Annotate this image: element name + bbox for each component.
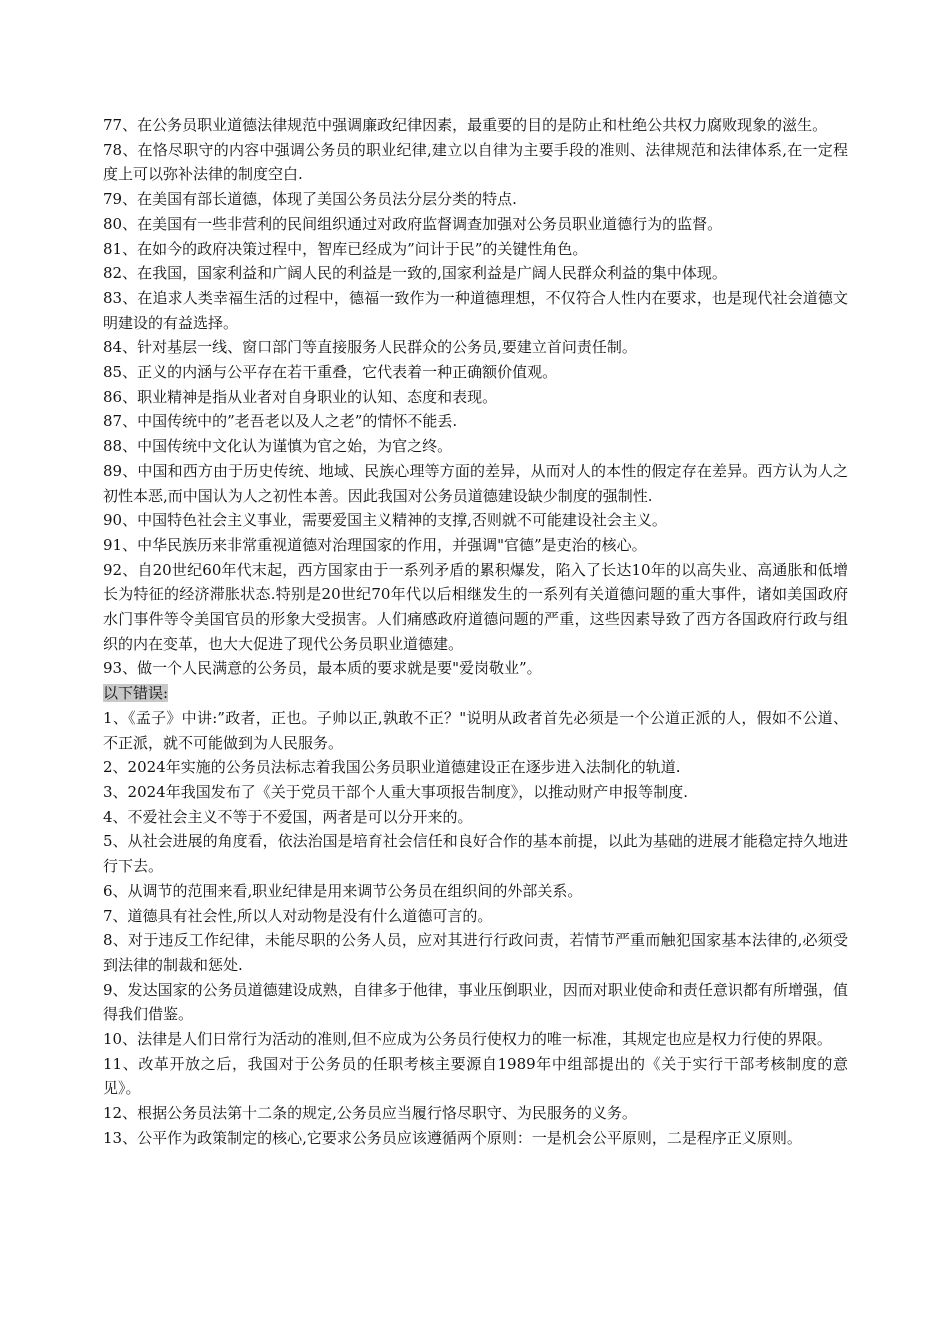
item-85: 85、正义的内涵与公平存在若干重叠，它代表着一种正确额价值观。 — [103, 363, 558, 382]
wrong-item-13: 13、公平作为政策制定的核心,它要求公务员应该遵循两个原则：一是机会公平原则，二是程序正义原则。 — [103, 1128, 802, 1147]
item-80: 80、在美国有一些非营利的民间组织通过对政府监督调查加强对公务员职业道德行为的监督。 — [103, 214, 723, 233]
item-91: 91、中华民族历来非常重视道德对治理国家的作用，并强调"官德”是吏治的核心。 — [103, 535, 647, 554]
item-78: 78、在恪尽职守的内容中强调公务员的职业纪律,建立以自律为主要手段的准则、法律规范和法律体系,在一定程度上可以弥补法律的制度空白. — [103, 140, 848, 184]
wrong-item-3: 3、2024年我国发布了《关于党员干部个人重大事项报告制度》，以推动财产申报等制度. — [103, 782, 688, 801]
item-93: 93、做一个人民满意的公务员，最本质的要求就是要"爱岗敬业”。 — [103, 659, 542, 678]
wrong-item-8: 8、对于违反工作纪律，未能尽职的公务人员，应对其进行行政问责，若情节严重而触犯国家基本法律的,必须受到法律的制裁和惩处. — [103, 931, 848, 974]
wrong-item-12: 12、根据公务员法第十二条的规定,公务员应当履行恪尽职守、为民服务的义务。 — [103, 1104, 637, 1123]
item-79: 79、在美国有部长道德，体现了美国公务员法分层分类的特点. — [103, 190, 517, 209]
item-87: 87、中国传统中的”老吾老以及人之老”的情怀不能丢. — [103, 412, 458, 431]
item-82: 82、在我国，国家利益和广阔人民的利益是一致的,国家利益是广阔人民群众利益的集中体现。 — [103, 264, 727, 283]
item-90: 90、中国特色社会主义事业，需要爱国主义精神的支撑,否则就不可能建设社会主义。 — [103, 511, 667, 530]
item-88: 88、中国传统中文化认为谨慎为官之始，为官之终。 — [103, 437, 453, 456]
item-83: 83、在追求人类幸福生活的过程中，德福一致作为一种道德理想，不仅符合人性内在要求，也是现代社会道德文明建设的有益选择。 — [103, 288, 848, 332]
item-77: 77、在公务员职业道德法律规范中强调廉政纪律因素，最重要的目的是防止和杜绝公共权力腐败现象的滋生。 — [103, 116, 828, 134]
section-heading-wrong — [103, 681, 848, 706]
wrong-item-10: 10、法律是人们日常行为活动的准则,但不应成为公务员行使权力的唯一标准，其规定也应是权力行使的界限。 — [103, 1030, 832, 1049]
item-86: 86、职业精神是指从业者对自身职业的认知、态度和表现。 — [103, 387, 498, 406]
item-92: 92、自20世纪60年代末起，西方国家由于一系列矛盾的累积爆发，陷入了长达10年的以高失业、高通胀和低增长为特征的经济滞胀状态.特别是20世纪70年代以后相继发生的一系列有关道德问题的重大事件，诸如美国政府水门事件等令美国官员的形象大受损害。人们痛感政府道德问题的严重，这些因素导致了西方各国政府行政与组织的内在变革，也大大促进了现代公务员职业道德建。 — [103, 560, 848, 653]
wrong-item-4: 4、不爱社会主义不等于不爱国，两者是可以分开来的。 — [103, 807, 473, 826]
wrong-item-9: 9、发达国家的公务员道德建设成熟，自律多于他律，事业压倒职业，因而对职业使命和责任意识都有所增强，值得我们借鉴。 — [103, 980, 848, 1024]
section-heading-label: 以下错误: — [103, 684, 169, 703]
document-body — [103, 113, 848, 1151]
wrong-item-2: 2、2024年实施的公务员法标志着我国公务员职业道德建设正在逐步进入法制化的轨道. — [103, 758, 681, 777]
wrong-item-5: 5、从社会进展的角度看，依法治国是培育社会信任和良好合作的基本前提，以此为基础的进展才能稳定持久地进行下去。 — [103, 832, 848, 876]
item-81: 81、在如今的政府决策过程中，智库已经成为”问计于民”的关键性角色。 — [103, 239, 588, 258]
wrong-item-7: 7、道德具有社会性,所以人对动物是没有什么道德可言的。 — [103, 906, 493, 925]
wrong-item-6: 6、从调节的范围来看,职业纪律是用来调节公务员在组织间的外部关系。 — [103, 881, 583, 900]
wrong-item-11: 11、改革开放之后，我国对于公务员的任职考核主要源自1989年中组部提出的《关于实行干部考核制度的意见》。 — [103, 1054, 848, 1098]
item-89: 89、中国和西方由于历史传统、地域、民族心理等方面的差异，从而对人的本性的假定存在差异。西方认为人之初性本恶,而中国认为人之初性本善。因此我国对公务员道德建设缺少制度的强制性. — [103, 461, 848, 505]
wrong-item-1: 1、《孟子》中讲:”政者，正也。子帅以正,孰敢不正？"说明从政者首先必须是一个公道正派的人，假如不公道、不正派，就不可能做到为人民服务。 — [103, 708, 848, 752]
item-84: 84、针对基层一线、窗口部门等直接服务人民群众的公务员,要建立首问责任制。 — [103, 338, 637, 357]
